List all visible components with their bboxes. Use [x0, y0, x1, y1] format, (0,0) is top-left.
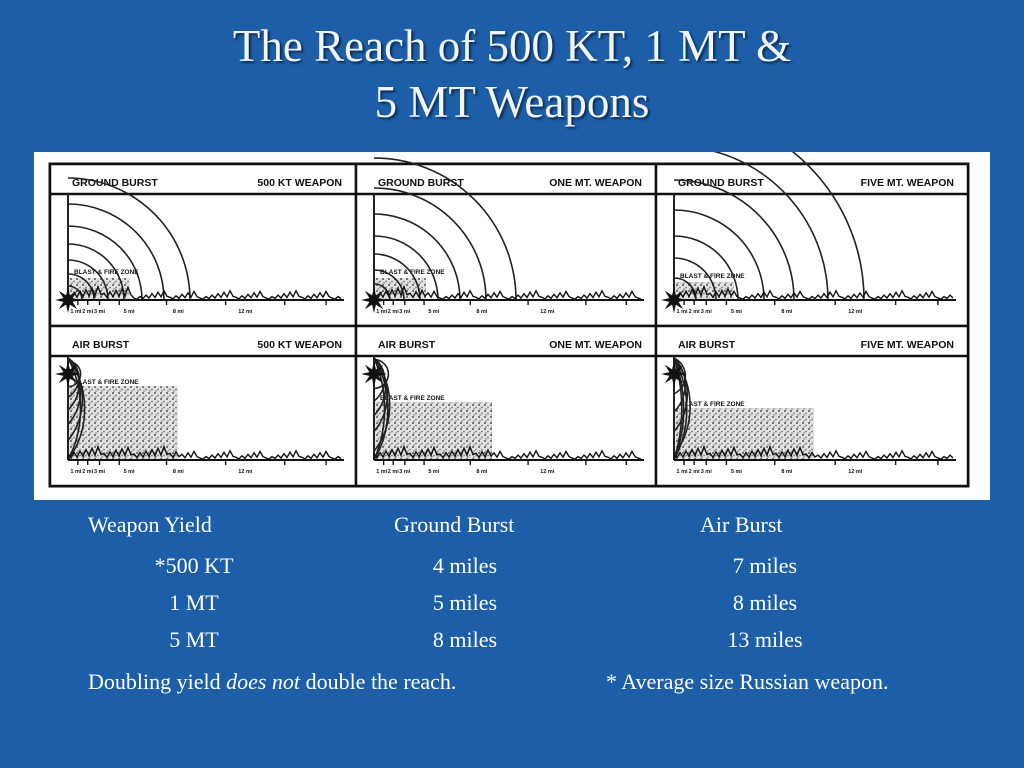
- distance-label: 3 mi: [399, 309, 411, 315]
- panel-burst-label: AIR BURST: [378, 339, 436, 351]
- distance-label: 3 mi: [700, 309, 712, 315]
- distance-label: 1 mi: [70, 469, 82, 475]
- panel-5: [356, 326, 656, 486]
- distance-label: 3 mi: [94, 469, 106, 475]
- row-3-yield: 5 MT: [169, 627, 219, 652]
- title-line-2: 5 MT Weapons: [374, 77, 650, 127]
- blast-zone-label: BLAST & FIRE ZONE: [74, 269, 139, 276]
- doubling-note: [88, 669, 456, 695]
- panel-burst-label: GROUND BURST: [678, 177, 764, 189]
- blast-zone-label: BLAST & FIRE ZONE: [680, 273, 745, 280]
- distance-label: 12 mi: [540, 469, 555, 475]
- header-ground-burst: Ground Burst: [394, 512, 515, 537]
- header-weapon-yield: Weapon Yield: [88, 512, 212, 537]
- distance-label: 3 mi: [399, 469, 411, 475]
- panel-3: [656, 152, 968, 326]
- burst-star-icon: [661, 361, 687, 387]
- blast-diagram-grid: [34, 152, 990, 500]
- distance-label: 12 mi: [238, 309, 253, 315]
- distance-label: 8 mi: [172, 469, 184, 475]
- distance-label: 5 mi: [123, 469, 135, 475]
- blast-zone-label: BLAST & FIRE ZONE: [74, 379, 139, 386]
- distance-label: 5 mi: [730, 309, 742, 315]
- panel-weapon-label: ONE MT. WEAPON: [549, 177, 642, 189]
- footnote-russian-weapon: * Average size Russian weapon.: [606, 669, 889, 694]
- row-1-ground: 4 miles: [432, 553, 498, 578]
- distance-label: 2 mi: [387, 309, 399, 315]
- panel-burst-label: GROUND BURST: [378, 177, 464, 189]
- row-2-air: 8 miles: [732, 590, 798, 615]
- blast-zone-label: BLAST & FIRE ZONE: [380, 269, 445, 276]
- distance-label: 12 mi: [238, 469, 253, 475]
- distance-label: 5 mi: [730, 469, 742, 475]
- distance-label: 2 mi: [82, 469, 94, 475]
- panel-weapon-label: FIVE MT. WEAPON: [860, 339, 954, 351]
- distance-label: 1 mi: [70, 309, 82, 315]
- note-prefix: Doubling yield: [88, 669, 227, 694]
- panel-burst-label: GROUND BURST: [72, 177, 158, 189]
- distance-label: 5 mi: [428, 469, 440, 475]
- distance-label: 8 mi: [476, 469, 488, 475]
- distance-label: 1 mi: [676, 309, 688, 315]
- distance-label: 2 mi: [82, 309, 94, 315]
- distance-label: 12 mi: [540, 309, 555, 315]
- panel-weapon-label: FIVE MT. WEAPON: [860, 177, 954, 189]
- panel-6: [656, 326, 968, 486]
- slide-title: [0, 18, 1024, 130]
- panel-1: [50, 164, 356, 326]
- distance-label: 2 mi: [688, 469, 700, 475]
- blast-zone-label: BLAST & FIRE ZONE: [380, 395, 445, 402]
- row-1-air: 7 miles: [732, 553, 798, 578]
- title-line-1: The Reach of 500 KT, 1 MT &: [232, 21, 792, 71]
- panel-burst-label: AIR BURST: [72, 339, 130, 351]
- row-3-air: 13 miles: [727, 627, 803, 652]
- panel-weapon-label: ONE MT. WEAPON: [549, 339, 642, 351]
- distance-label: 8 mi: [476, 309, 488, 315]
- burst-star-icon: [55, 361, 81, 387]
- note-emphasis: does not: [226, 669, 301, 694]
- panel-4: [50, 326, 356, 486]
- blast-zone-label: BLAST & FIRE ZONE: [680, 401, 745, 408]
- distance-label: 2 mi: [387, 469, 399, 475]
- panel-burst-label: AIR BURST: [678, 339, 736, 351]
- header-air-burst: Air Burst: [700, 512, 783, 537]
- distance-label: 8 mi: [172, 309, 184, 315]
- distance-label: 1 mi: [676, 469, 688, 475]
- distance-label: 8 mi: [781, 309, 793, 315]
- distance-label: 5 mi: [428, 309, 440, 315]
- row-3-ground: 8 miles: [432, 627, 498, 652]
- row-1-yield: *500 KT: [154, 553, 234, 578]
- distance-label: 5 mi: [123, 309, 135, 315]
- panel-weapon-label: 500 KT WEAPON: [257, 339, 342, 351]
- panel-weapon-label: 500 KT WEAPON: [257, 177, 342, 189]
- distance-label: 12 mi: [848, 469, 863, 475]
- distance-label: 1 mi: [376, 309, 388, 315]
- blast-reach-figure: [34, 152, 990, 500]
- distance-label: 3 mi: [94, 309, 106, 315]
- row-2-yield: 1 MT: [169, 590, 219, 615]
- distance-label: 2 mi: [688, 309, 700, 315]
- distance-label: 8 mi: [781, 469, 793, 475]
- panel-2: [356, 158, 656, 326]
- note-suffix: double the reach.: [300, 669, 457, 694]
- distance-label: 12 mi: [848, 309, 863, 315]
- distance-label: 1 mi: [376, 469, 388, 475]
- burst-star-icon: [361, 361, 387, 387]
- row-2-ground: 5 miles: [432, 590, 498, 615]
- distance-label: 3 mi: [700, 469, 712, 475]
